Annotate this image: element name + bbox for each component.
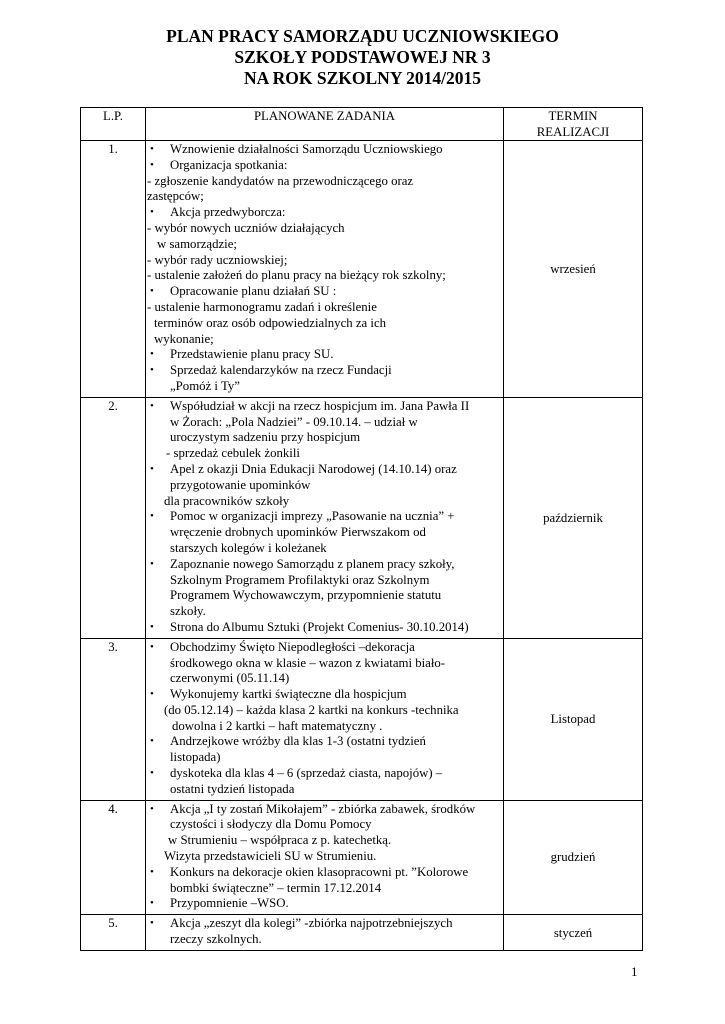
- header-lp: L.P.: [81, 108, 146, 141]
- title-line-3: NA ROK SZKOLNY 2014/2015: [243, 68, 482, 88]
- title-line-1: PLAN PRACY SAMORZĄDU UCZNIOWSKIEGO: [166, 26, 559, 46]
- list-item: • Sprzedaż kalendarzyków na rzecz Fundacji: [146, 363, 499, 379]
- table-row: [81, 397, 643, 638]
- list-item-text: Wizyta przedstawicieli SU w Strumieniu.: [164, 849, 377, 864]
- list-item-text: wykonanie;: [154, 331, 214, 346]
- list-item-text: - ustalenie założeń do planu pracy na bieżący rok szkolny;: [147, 268, 446, 283]
- list-item-text: środkowego okna w klasie – wazon z kwiatami biało-: [170, 655, 446, 670]
- row-number: 2.: [81, 397, 146, 638]
- list-item-text: ostatni tydzień listopada: [170, 781, 295, 796]
- term-cell: grudzień: [504, 800, 643, 915]
- list-item-text: czerwonymi (05.11.14): [170, 671, 290, 686]
- list-item: • Przedstawienie planu pracy SU.: [146, 347, 499, 363]
- list-item: • Akcja przedwyborcza:: [146, 205, 499, 221]
- list-item: • Strona do Albumu Sztuki (Projekt Comenius- 30.10.2014): [146, 620, 499, 636]
- row-number: 1.: [81, 141, 146, 398]
- list-item-text: - sprzedaż cebulek żonkili: [166, 446, 300, 461]
- list-item-text: w Żorach: „Pola Nadziei” - 09.10.14. – udział w: [170, 414, 418, 429]
- table-header-row: [81, 108, 643, 141]
- title-line-2: SZKOŁY PODSTAWOWEJ NR 3: [234, 47, 491, 67]
- list-item-text: starszych kolegów i koleżanek: [170, 540, 327, 555]
- list-item-text: bombki świąteczne” – termin 17.12.2014: [170, 880, 382, 895]
- list-item-text: szkoły.: [170, 604, 206, 619]
- table-row: [81, 800, 643, 915]
- task-list: [146, 915, 504, 951]
- row-number: 4.: [81, 800, 146, 915]
- list-item: • Zapoznanie nowego Samorządu z planem pracy szkoły,: [146, 557, 499, 573]
- list-item-text: rzeczy szkolnych.: [170, 932, 262, 947]
- list-item: • Akcja „zeszyt dla kolegi” -zbiórka najpotrzebniejszych: [146, 916, 499, 932]
- list-item-text: - ustalenie harmonogramu zadań i określenie: [147, 299, 377, 314]
- list-item: • Organizacja spotkania:: [146, 158, 499, 174]
- term-cell: Listopad: [504, 638, 643, 800]
- table-row: [81, 638, 643, 800]
- list-item: • Apel z okazji Dnia Edukacji Narodowej (14.10.14) oraz: [146, 462, 499, 478]
- row-number: 5.: [81, 915, 146, 951]
- list-item: • Wykonujemy kartki świąteczne dla hospicjum: [146, 687, 499, 703]
- list-item: • Współudział w akcji na rzecz hospicjum im. Jana Pawła II: [146, 399, 499, 415]
- list-item: • Obchodzimy Święto Niepodległości –dekoracja: [146, 640, 499, 656]
- term-cell: wrzesień: [504, 141, 643, 398]
- list-item-text: - wybór rady uczniowskiej;: [147, 252, 288, 267]
- task-list: [146, 638, 504, 800]
- list-item-text: Szkolnym Programem Profilaktyki oraz Szkolnym: [170, 572, 430, 587]
- list-item-text: w samorządzie;: [157, 236, 237, 251]
- list-item: • Wznowienie działalności Samorządu Uczniowskiego: [146, 142, 499, 158]
- table-row: [81, 915, 643, 951]
- list-item-text: w Strumieniu – współpraca z p. katechetką.: [168, 833, 392, 848]
- list-item: • Pomoc w organizacji imprezy „Pasowanie na ucznia” +: [146, 509, 499, 525]
- task-list: [146, 397, 504, 638]
- list-item: • Andrzejkowe wróżby dla klas 1-3 (ostatni tydzień: [146, 734, 499, 750]
- term-cell: październik: [504, 397, 643, 638]
- document-title: [0, 26, 725, 89]
- term-cell: styczeń: [504, 915, 643, 951]
- list-item-text: - wybór nowych uczniów działających: [147, 220, 345, 235]
- list-item-text: terminów oraz osób odpowiedzialnych za ich: [154, 315, 387, 330]
- list-item-text: - zgłoszenie kandydatów na przewodniczącego oraz: [147, 173, 414, 188]
- plan-table: [80, 107, 643, 951]
- row-number: 3.: [81, 638, 146, 800]
- table-row: [81, 141, 643, 398]
- list-item-text: przygotowanie upominków: [170, 477, 311, 492]
- list-item-text: Programem Wychowawczym, przypomnienie statutu: [170, 588, 442, 603]
- list-item-text: (do 05.12.14) – każda klasa 2 kartki na konkurs -technika: [164, 702, 459, 717]
- list-item-text: uroczystym sadzeniu przy hospicjum: [170, 430, 361, 445]
- list-item-text: „Pomóż i Ty”: [170, 378, 240, 393]
- list-item: • dyskoteka dla klas 4 – 6 (sprzedaż ciasta, napojów) –: [146, 766, 499, 782]
- header-term: [504, 108, 643, 141]
- list-item-text: dla pracowników szkoły: [164, 493, 290, 508]
- page-number: 1: [631, 964, 638, 979]
- list-item-text: czystości i słodyczy dla Domu Pomocy: [170, 817, 372, 832]
- list-item-text: wręczenie drobnych upominków Pierwszakom od: [170, 525, 426, 540]
- header-term-line-1: TERMIN: [548, 109, 598, 123]
- header-term-line-2: REALIZACJI: [536, 125, 610, 139]
- list-item-text: listopada): [170, 750, 221, 765]
- list-item-text: zastępców;: [147, 189, 204, 204]
- list-item: • Opracowanie planu działań SU :: [146, 284, 499, 300]
- task-list: [146, 141, 504, 398]
- header-tasks: PLANOWANE ZADANIA: [146, 108, 504, 141]
- list-item: • Przypomnienie –WSO.: [146, 896, 499, 912]
- list-item: • Konkurs na dekoracje okien klasopracowni pt. ”Kolorowe: [146, 865, 499, 881]
- list-item: • Akcja „I ty zostań Mikołajem” - zbiórka zabawek, środków: [146, 802, 499, 818]
- task-list: [146, 800, 504, 915]
- list-item-text: dowolna i 2 kartki – haft matematyczny .: [172, 718, 383, 733]
